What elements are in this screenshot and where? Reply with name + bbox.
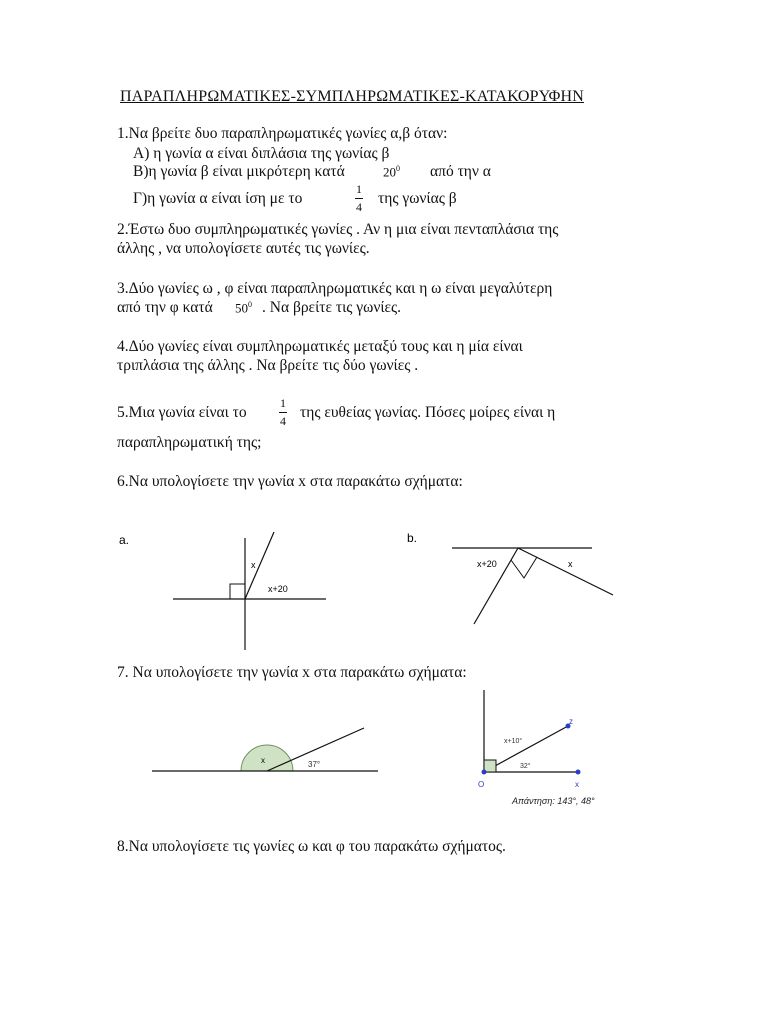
question-1c-post: της γωνίας β bbox=[378, 190, 457, 207]
degree-value-20: $20^0$ bbox=[383, 164, 400, 180]
question-6: 6.Να υπολογίσετε την γωνία x στα παρακάτω σχήματα: bbox=[117, 473, 463, 490]
question-5-pre: 5.Μια γωνία είναι το bbox=[117, 404, 247, 421]
question-1c-pre: Γ)η γωνία α είναι ίση με το bbox=[133, 190, 303, 207]
figure-6a bbox=[110, 522, 340, 652]
label-angle-32: 32° bbox=[520, 763, 531, 770]
label-x-plus-10: x+10° bbox=[504, 738, 523, 745]
question-1b-post: από την α bbox=[430, 163, 491, 180]
label-z: z bbox=[569, 717, 573, 726]
degree-value-50: $50^0$ bbox=[235, 300, 252, 316]
question-4-line2: τριπλάσια της άλλης . Να βρείτε τις δύο γωνίες . bbox=[117, 357, 419, 374]
question-5-line2: παραπληρωματική της; bbox=[117, 434, 262, 451]
page-title: ΠΑΡΑΠΛΗΡΩΜΑΤΙΚΕΣ-ΣΥΜΠΛΗΡΩΜΑΤΙΚΕΣ-ΚΑΤΑΚΟΡΥΦΗΝ bbox=[120, 88, 585, 105]
semicircle-angle-marker bbox=[241, 745, 293, 771]
label-x-point: x bbox=[575, 780, 579, 789]
question-2-line1: 2.Έστω δυο συμπληρωματικές γωνίες . Αν η μια είναι πενταπλάσια της bbox=[117, 221, 559, 238]
right-angle-marker bbox=[484, 760, 496, 772]
label-angle-37: 37° bbox=[308, 760, 321, 769]
question-4-line1: 4.Δύο γωνίες είναι συμπληρωματικές μεταξύ τους και η μία είναι bbox=[117, 338, 523, 355]
label-o: O bbox=[478, 780, 485, 789]
label-x: x bbox=[261, 756, 265, 765]
label-x: x bbox=[251, 560, 256, 570]
question-5-post: της ευθείας γωνίας. Πόσες μοίρες είναι η bbox=[300, 404, 556, 421]
point-o bbox=[482, 770, 487, 775]
label-x-plus-20: x+20 bbox=[268, 584, 288, 594]
figure-label-b: b. bbox=[407, 531, 418, 545]
figure-7-left bbox=[148, 725, 383, 780]
label-x: x bbox=[568, 559, 573, 569]
question-1: 1.Να βρείτε δυο παραπληρωματικές γωνίες α,β όταν: bbox=[117, 125, 448, 142]
figure-6b bbox=[400, 522, 620, 632]
point-x bbox=[576, 770, 581, 775]
figure-label-a: a. bbox=[119, 533, 130, 547]
question-1a: Α) η γωνία α είναι διπλάσια της γωνίας β bbox=[133, 145, 390, 162]
question-3-line2-pre: από την φ κατά bbox=[117, 299, 213, 316]
question-3-line2-post: . Να βρείτε τις γωνίες. bbox=[262, 299, 402, 316]
answer-text: Απάντηση: 143°, 48° bbox=[512, 796, 595, 806]
label-x-plus-20: x+20 bbox=[477, 559, 497, 569]
question-2-line2: άλλης , να υπολογίσετε αυτές τις γωνίες. bbox=[117, 240, 370, 257]
question-1b-pre: Β)η γωνία β είναι μικρότερη κατά bbox=[133, 163, 345, 180]
figure-7-right bbox=[470, 688, 620, 813]
fraction-one-quarter: 1 4 bbox=[356, 182, 362, 214]
question-3-line1: 3.Δύο γωνίες ω , φ είναι παραπληρωματικές και η ω είναι μεγαλύτερη bbox=[117, 280, 553, 297]
question-7: 7. Να υπολογίσετε την γωνία x στα παρακάτω σχήματα: bbox=[117, 664, 467, 681]
fraction-one-quarter: 1 4 bbox=[280, 396, 286, 428]
question-8: 8.Να υπολογίσετε τις γωνίες ω και φ του παρακάτω σχήματος. bbox=[117, 838, 506, 855]
